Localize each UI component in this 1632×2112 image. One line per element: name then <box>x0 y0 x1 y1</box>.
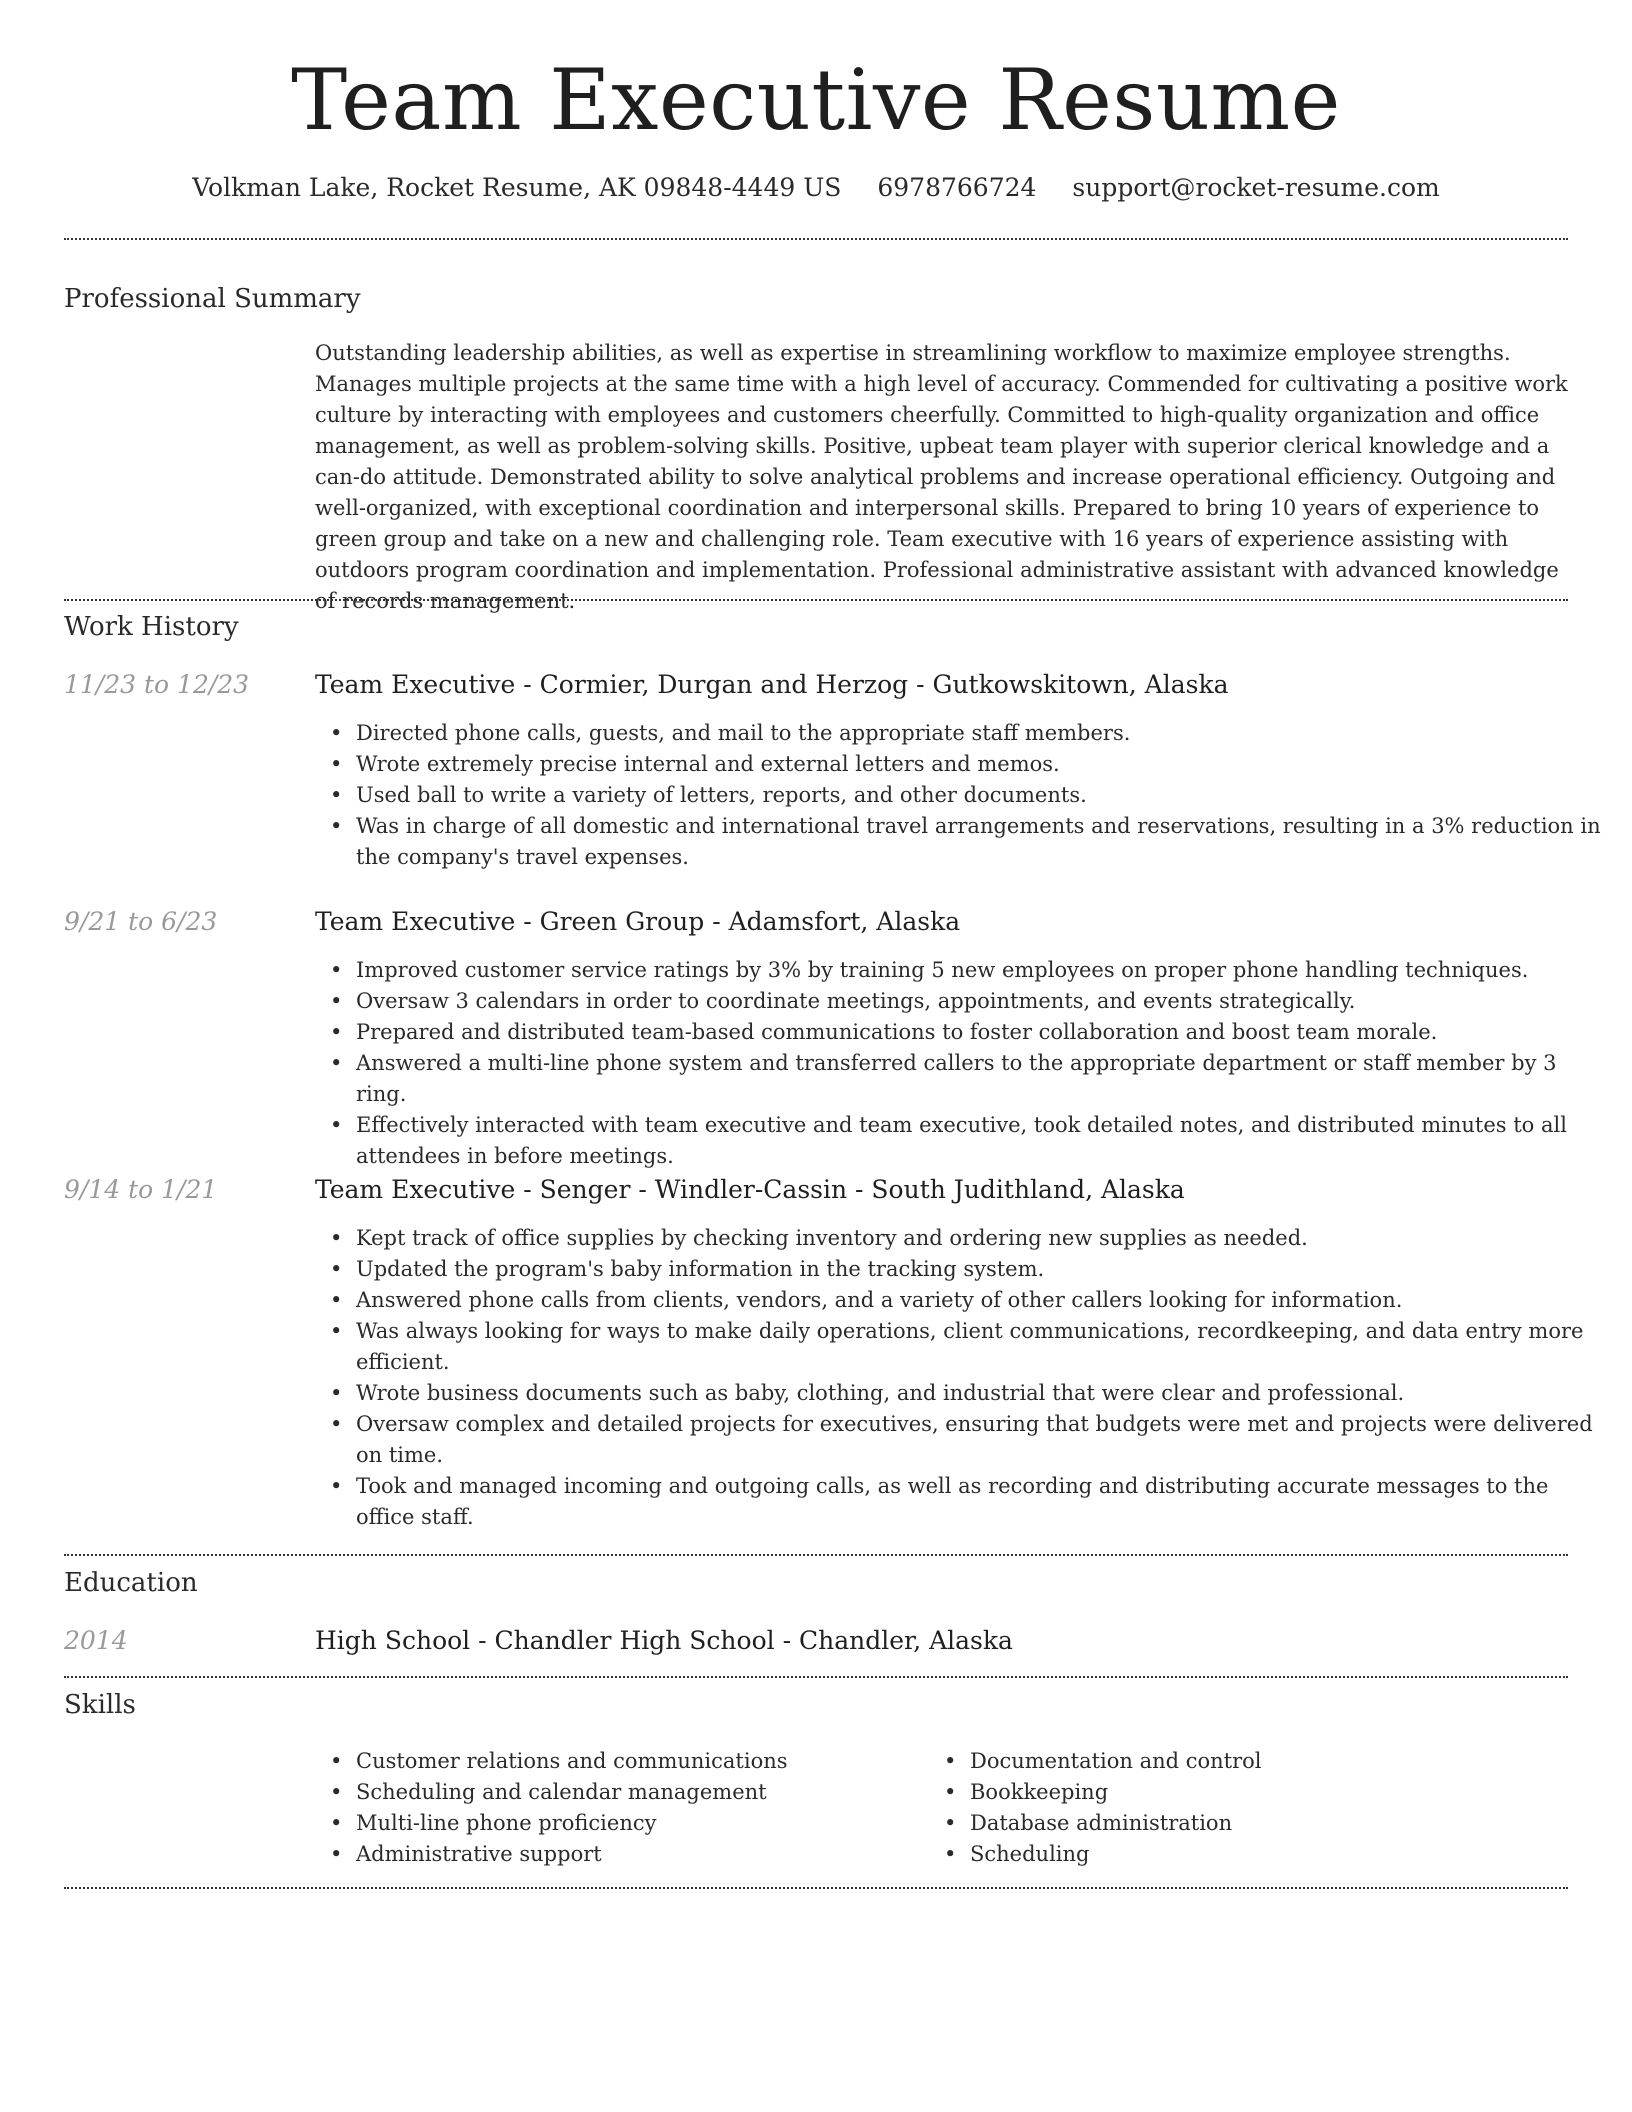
contact-email: support@rocket-resume.com <box>1072 173 1440 202</box>
list-item: • Wrote extremely precise internal and external letters and memos. <box>356 749 1612 780</box>
job-title: Team Executive - Cormier, Durgan and Herzog - Gutkowskitown, Alaska <box>315 670 1229 699</box>
skills-list-right <box>926 1746 1570 1870</box>
contact-line <box>0 170 1632 206</box>
summary-heading: Professional Summary <box>64 284 361 314</box>
list-item: • Answered phone calls from clients, vendors, and a variety of other callers looking for information. <box>356 1285 1612 1316</box>
skill-item: • Database administration <box>970 1808 1570 1839</box>
section-divider <box>64 238 1568 240</box>
skill-item: • Customer relations and communications <box>356 1746 956 1777</box>
section-divider <box>64 599 1568 601</box>
list-item: • Directed phone calls, guests, and mail to the appropriate staff members. <box>356 718 1612 749</box>
list-item: • Effectively interacted with team executive and team executive, took detailed notes, and distributed minutes to all attendees in before meetings. <box>356 1110 1612 1172</box>
list-item: • Was always looking for ways to make daily operations, client communications, recordkeeping, and data entry more efficient. <box>356 1316 1612 1378</box>
list-item: • Was in charge of all domestic and international travel arrangements and reservations, resulting in a 3% reduction in the company's travel expenses. <box>356 811 1612 873</box>
contact-address: Volkman Lake, Rocket Resume, AK 09848-4449 US <box>192 173 842 202</box>
section-divider <box>64 1554 1568 1556</box>
list-item: • Updated the program's baby information in the tracking system. <box>356 1254 1612 1285</box>
education-year: 2014 <box>64 1626 128 1655</box>
list-item: • Used ball to write a variety of letters, reports, and other documents. <box>356 780 1612 811</box>
list-item: • Wrote business documents such as baby, clothing, and industrial that were clear and professional. <box>356 1378 1612 1409</box>
skill-item: • Scheduling <box>970 1839 1570 1870</box>
list-item: • Oversaw 3 calendars in order to coordinate meetings, appointments, and events strategically. <box>356 986 1612 1017</box>
job-title: Team Executive - Green Group - Adamsfort, Alaska <box>315 907 961 936</box>
job-title: Team Executive - Senger - Windler-Cassin - South Judithland, Alaska <box>315 1175 1185 1204</box>
skill-item: • Bookkeeping <box>970 1777 1570 1808</box>
contact-phone: 6978766724 <box>877 173 1037 202</box>
education-title: High School - Chandler High School - Chandler, Alaska <box>315 1626 1013 1655</box>
skills-list-left <box>312 1746 956 1870</box>
skill-item: • Multi-line phone proficiency <box>356 1808 956 1839</box>
job-bullets <box>312 718 1612 873</box>
job-dates: 11/23 to 12/23 <box>64 670 250 699</box>
list-item: • Kept track of office supplies by checking inventory and ordering new supplies as needed. <box>356 1223 1612 1254</box>
list-item: • Answered a multi-line phone system and transferred callers to the appropriate department or staff member by 3 ring. <box>356 1048 1612 1110</box>
section-divider <box>64 1676 1568 1678</box>
education-heading: Education <box>64 1568 198 1598</box>
summary-text: Outstanding leadership abilities, as well as expertise in streamlining workflow to maximize employee strengths. Manages multiple projects at the same time with a high level of accuracy. Commended for cultivating a positive work culture by interacting with employees and customers cheerfully. Committed to high-quality organization and office management, as well as problem-solving skills. Positive, upbeat team player with superior clerical knowledge and a can-do attitude. Demonstrated ability to solve analytical problems and increase operational efficiency. Outgoing and well-organized, with exceptional coordination and interpersonal skills. Prepared to bring 10 years of experience to green group and take on a new and challenging role. Team executive with 16 years of experience assisting with outdoors program coordination and implementation. Professional administrative assistant with advanced knowledge of records management. <box>315 341 1568 613</box>
work-history-heading: Work History <box>64 612 239 642</box>
list-item: • Oversaw complex and detailed projects for executives, ensuring that budgets were met and projects were delivered on time. <box>356 1409 1612 1471</box>
resume-name: Team Executive Resume <box>291 51 1341 149</box>
skill-item: • Administrative support <box>356 1839 956 1870</box>
skill-item: • Documentation and control <box>970 1746 1570 1777</box>
job-dates: 9/14 to 1/21 <box>64 1175 218 1204</box>
list-item: • Prepared and distributed team-based communications to foster collaboration and boost team morale. <box>356 1017 1612 1048</box>
list-item: • Took and managed incoming and outgoing calls, as well as recording and distributing accurate messages to the office staff. <box>356 1471 1612 1533</box>
job-bullets <box>312 955 1612 1172</box>
skills-heading: Skills <box>64 1690 136 1720</box>
section-divider <box>64 1887 1568 1889</box>
list-item: • Improved customer service ratings by 3% by training 5 new employees on proper phone handling techniques. <box>356 955 1612 986</box>
job-bullets <box>312 1223 1612 1533</box>
job-dates: 9/21 to 6/23 <box>64 907 218 936</box>
skill-item: • Scheduling and calendar management <box>356 1777 956 1808</box>
